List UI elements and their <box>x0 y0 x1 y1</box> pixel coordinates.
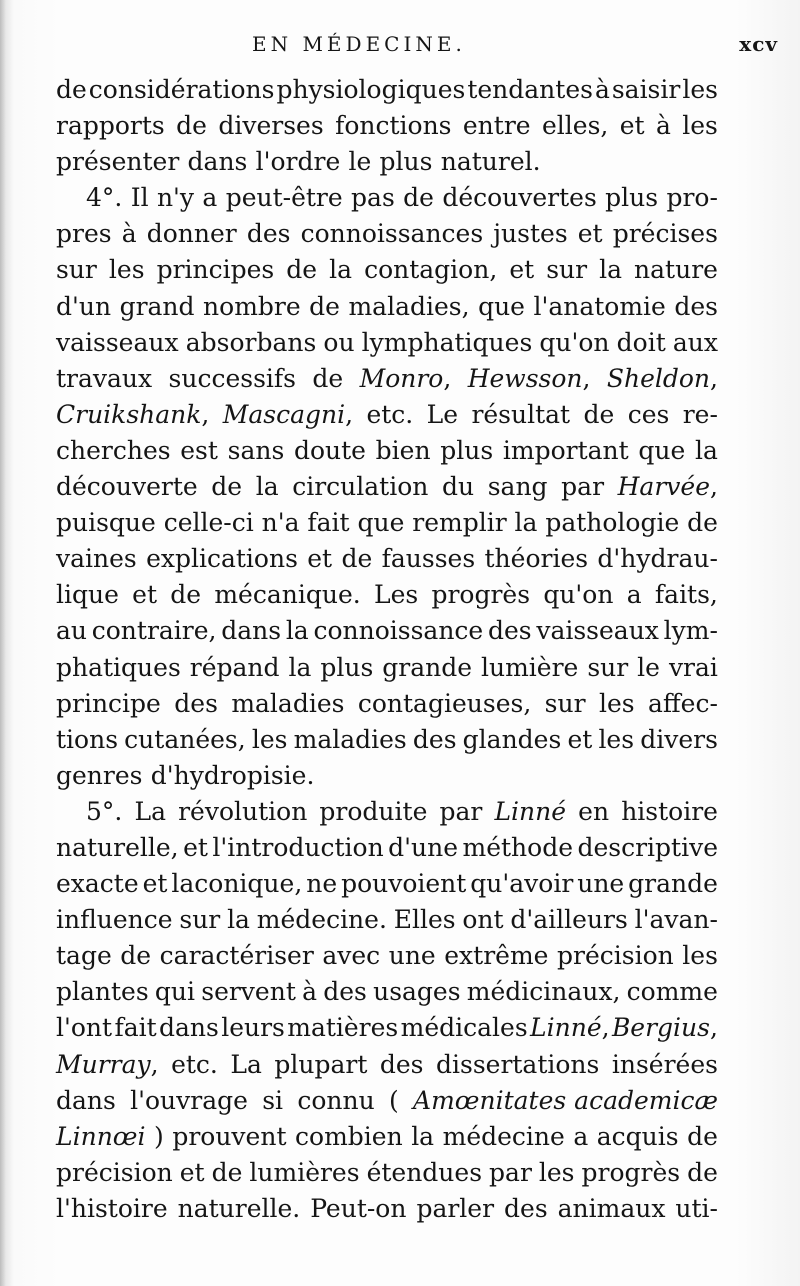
word: diverses <box>218 111 324 141</box>
word: médicales <box>400 1013 528 1043</box>
word: maladies <box>293 724 407 754</box>
word: théories <box>484 544 589 574</box>
word: pouvoient <box>341 869 467 899</box>
text-line <box>56 216 718 252</box>
word: principes <box>156 255 275 285</box>
word: au <box>56 616 88 646</box>
word: genres <box>56 760 143 790</box>
text-line <box>56 650 718 686</box>
word: est <box>180 435 218 465</box>
word: La <box>134 796 166 826</box>
word: peut-être <box>225 183 343 213</box>
text-line <box>56 1191 718 1227</box>
word: absorbans <box>185 327 317 357</box>
word: remplir <box>412 508 507 538</box>
word: donner <box>146 219 237 249</box>
word: lymphatiques <box>361 327 533 357</box>
word: puisque <box>56 508 156 538</box>
word: l'anatomie <box>533 291 666 321</box>
word: La <box>230 1049 262 1079</box>
word: si <box>262 1085 284 1115</box>
word: que <box>357 508 405 538</box>
word: l'histoire <box>56 1193 168 1223</box>
word: connu <box>297 1085 375 1115</box>
word: les <box>682 111 718 141</box>
word: a <box>202 183 218 213</box>
word: physiologiques <box>276 75 466 104</box>
word: avec <box>322 941 381 971</box>
word: plus <box>605 183 659 213</box>
word: doute <box>293 435 366 465</box>
word: aux <box>672 327 718 357</box>
word: celle-ci <box>163 508 254 538</box>
word: ou <box>323 327 355 357</box>
word: connoissance <box>313 616 484 646</box>
word: découverte <box>56 472 198 502</box>
word: le <box>348 147 372 177</box>
word: affec- <box>648 688 718 718</box>
text-line <box>56 1010 718 1046</box>
word: de <box>309 291 340 321</box>
text-line <box>56 144 718 180</box>
word: maladies <box>231 688 345 718</box>
word: sur <box>587 652 629 682</box>
text-line <box>56 289 718 325</box>
page-number: xcv <box>739 32 778 56</box>
word: dans <box>56 1085 116 1115</box>
word: plus <box>440 435 494 465</box>
word: par <box>489 1157 532 1187</box>
word: les <box>682 75 718 104</box>
word: vaisseaux <box>536 616 659 646</box>
text-line <box>56 72 718 108</box>
word: Le <box>426 399 459 429</box>
word: exacte <box>56 869 139 899</box>
word: d'hydrau- <box>597 544 718 574</box>
word: de <box>583 399 615 429</box>
word: les <box>598 724 635 754</box>
word: naturel. <box>440 147 541 177</box>
text-line <box>56 433 718 469</box>
word: la <box>694 435 718 465</box>
word: plus <box>320 652 374 682</box>
word: de <box>211 1157 243 1187</box>
word: dans <box>221 616 282 646</box>
text-line <box>56 108 718 144</box>
word: dans <box>159 1013 219 1043</box>
word: contraire, <box>91 616 217 646</box>
word: travaux <box>56 363 153 393</box>
text-line <box>56 938 718 974</box>
word: sang <box>487 472 548 502</box>
text-line <box>56 505 718 541</box>
word: des <box>412 724 457 754</box>
word: mécanique. <box>214 580 361 610</box>
word: matières <box>287 1013 399 1043</box>
word: de <box>687 1157 718 1187</box>
word: contagieuses, <box>357 688 532 718</box>
word: Murray, <box>56 1049 159 1079</box>
word: la <box>285 616 309 646</box>
word: à <box>594 75 610 104</box>
word: médicinaux, <box>466 977 621 1007</box>
word: le <box>637 652 660 682</box>
word: Les <box>373 580 419 610</box>
word: circulation <box>292 472 429 502</box>
word: contagion, <box>364 255 498 285</box>
word: par <box>439 796 483 826</box>
text-line <box>56 325 718 361</box>
word: comme <box>626 977 718 1007</box>
word: d'un <box>56 291 112 321</box>
word: doit <box>616 327 666 357</box>
word: et <box>509 255 535 285</box>
word: Linnœi <box>56 1121 146 1151</box>
word: lym- <box>663 616 718 646</box>
word: prouvent <box>172 1121 287 1151</box>
word: les <box>598 688 635 718</box>
word: découvertes <box>442 183 597 213</box>
word: cutanées, <box>124 724 246 754</box>
word: et <box>142 869 168 899</box>
word: d'hydropisie. <box>150 760 315 790</box>
word: important <box>502 435 629 465</box>
word: dissertations <box>435 1049 600 1079</box>
word: qu'avoir <box>470 869 574 899</box>
body-text <box>56 72 718 1227</box>
word: que <box>638 435 686 465</box>
word: à <box>302 977 318 1007</box>
word: fait <box>114 1013 157 1043</box>
word: des <box>246 219 291 249</box>
word: répand <box>189 652 280 682</box>
word: la <box>288 652 312 682</box>
word: de <box>211 472 243 502</box>
word: l'introduction <box>212 832 384 862</box>
text-line <box>56 758 718 794</box>
word: leurs <box>221 1013 285 1043</box>
word: principe <box>56 688 161 718</box>
word: considérations <box>88 75 275 104</box>
word: étendues <box>366 1157 483 1187</box>
word: ont <box>462 905 504 935</box>
word: ces <box>627 399 670 429</box>
word: progrès <box>581 1157 681 1187</box>
word: en <box>578 796 610 826</box>
text-line <box>56 361 718 397</box>
word: acquis <box>596 1121 679 1151</box>
word: pathologie <box>545 508 680 538</box>
word: les <box>682 941 718 971</box>
word: l'ont <box>56 1013 113 1043</box>
word: lumière <box>481 652 579 682</box>
text-line <box>56 1047 718 1083</box>
text-line <box>56 541 718 577</box>
word: rapports <box>56 111 165 141</box>
text-line <box>56 866 718 902</box>
word: n'a <box>261 508 300 538</box>
word: plantes <box>56 977 149 1007</box>
word: maladies, <box>348 291 470 321</box>
word: Linné, <box>530 1013 610 1043</box>
word: fait <box>307 508 350 538</box>
word: et <box>307 544 333 574</box>
word: la <box>599 255 623 285</box>
text-line <box>56 902 718 938</box>
word: précises <box>612 219 718 249</box>
word: de <box>341 544 373 574</box>
word: justes <box>493 219 568 249</box>
word: usages <box>373 977 461 1007</box>
word: l'ouvrage <box>130 1085 248 1115</box>
word: une <box>388 941 436 971</box>
word: tendantes <box>467 75 593 104</box>
word: des <box>323 977 367 1007</box>
word: naturelle. <box>177 1193 301 1223</box>
word: nombre <box>203 291 301 321</box>
word: plus <box>379 147 433 177</box>
word: dans <box>187 147 248 177</box>
word: bien <box>375 435 431 465</box>
word: sur <box>544 688 586 718</box>
text-line <box>56 252 718 288</box>
word: et <box>577 219 603 249</box>
word: la <box>514 508 538 538</box>
word: l'ordre <box>255 147 341 177</box>
word: médecine <box>442 1121 565 1151</box>
word: vaisseaux <box>56 327 179 357</box>
word: elles, <box>541 111 609 141</box>
word: qu'on <box>543 580 614 610</box>
word: phatiques <box>56 652 181 682</box>
word: grand <box>119 291 195 321</box>
text-line <box>56 1083 718 1119</box>
word: médecine. <box>256 905 387 935</box>
word: de <box>687 508 718 538</box>
text-line <box>56 722 718 758</box>
word: n'y <box>156 183 195 213</box>
word: et <box>619 111 645 141</box>
word: une <box>577 869 625 899</box>
word: qu'on <box>539 327 610 357</box>
word: Il <box>130 183 149 213</box>
word: l'avan- <box>634 905 718 935</box>
word: Elles <box>393 905 456 935</box>
word: révolution <box>178 796 308 826</box>
word: vaines <box>56 544 137 574</box>
word: 5°. <box>86 796 123 826</box>
word: d'une <box>388 832 459 862</box>
word: Mascagni, <box>222 399 354 429</box>
word: la <box>411 1121 435 1151</box>
word: Bergius, <box>611 1013 718 1043</box>
word: Cruikshank, <box>56 399 210 429</box>
word: sans <box>227 435 285 465</box>
word: insérées <box>611 1049 718 1079</box>
word: sur <box>546 255 588 285</box>
word: les <box>251 724 288 754</box>
word: cherches <box>56 435 171 465</box>
word: des <box>487 616 532 646</box>
word: connoissances <box>300 219 484 249</box>
word: grande <box>382 652 473 682</box>
word: la <box>329 255 353 285</box>
word: extrême <box>444 941 549 971</box>
text-line <box>56 577 718 613</box>
word: des <box>174 688 218 718</box>
word: saisir <box>611 75 681 104</box>
text-line <box>56 180 718 216</box>
word: uti- <box>675 1193 718 1223</box>
text-line <box>56 794 718 830</box>
word: pro- <box>666 183 718 213</box>
text-line <box>56 397 718 433</box>
word: Hewsson, <box>467 363 591 393</box>
word: Linné <box>494 796 567 826</box>
word: parler <box>416 1193 495 1223</box>
word: de <box>56 75 87 104</box>
text-line <box>56 974 718 1010</box>
text-line <box>56 613 718 649</box>
word: de <box>120 941 152 971</box>
word: et <box>179 1157 205 1187</box>
text-line <box>56 469 718 505</box>
text-line <box>56 1155 718 1191</box>
word: laconique, <box>171 869 303 899</box>
word: la <box>227 905 250 935</box>
word: des <box>504 1193 548 1223</box>
word: et <box>183 832 208 862</box>
word: etc. <box>366 399 414 429</box>
word: par <box>561 472 605 502</box>
word: a <box>626 580 642 610</box>
word: précision <box>56 1157 173 1187</box>
word: tions <box>56 724 119 754</box>
word: combien <box>295 1121 403 1151</box>
word: successifs <box>168 363 296 393</box>
word: vrai <box>668 652 718 682</box>
word: ) <box>154 1121 164 1151</box>
word: pas <box>351 183 395 213</box>
word: fausses <box>381 544 476 574</box>
word: sur <box>56 255 97 285</box>
word: de <box>312 363 344 393</box>
word: méthode <box>462 832 573 862</box>
word: grande <box>628 869 718 899</box>
word: re- <box>682 399 718 429</box>
word: de <box>403 183 434 213</box>
page-header <box>0 32 800 62</box>
word: qui <box>154 977 196 1007</box>
word: 4°. <box>86 183 123 213</box>
word: et <box>132 580 157 610</box>
word: présenter <box>56 147 180 177</box>
text-line <box>56 830 718 866</box>
word: Amœnitates academicæ <box>413 1085 718 1115</box>
word: a <box>573 1121 589 1151</box>
word: les <box>108 255 145 285</box>
word: de <box>687 1121 718 1151</box>
word: nature <box>634 255 718 285</box>
word: des <box>379 1049 424 1079</box>
word: histoire <box>621 796 718 826</box>
word: tage <box>56 941 112 971</box>
word: de <box>176 111 207 141</box>
word: plupart <box>274 1049 368 1079</box>
word: faits, <box>654 580 718 610</box>
word: servent <box>201 977 296 1007</box>
word: la <box>255 472 279 502</box>
word: ne <box>306 869 338 899</box>
word: animaux <box>557 1193 666 1223</box>
word: Monro, <box>359 363 452 393</box>
word: ( <box>388 1085 399 1115</box>
word: entre <box>462 111 531 141</box>
word: naturelle, <box>56 832 179 862</box>
word: fonctions <box>335 111 452 141</box>
word: divers <box>640 724 718 754</box>
text-line <box>56 686 718 722</box>
word: d'ailleurs <box>510 905 628 935</box>
word: Harvée, <box>617 472 718 502</box>
word: de <box>286 255 318 285</box>
word: sur <box>179 905 221 935</box>
word: des <box>674 291 718 321</box>
word: Peut-on <box>310 1193 407 1223</box>
word: explications <box>146 544 298 574</box>
word: précision <box>557 941 674 971</box>
word: du <box>441 472 475 502</box>
word: lumières <box>249 1157 360 1187</box>
word: de <box>170 580 202 610</box>
word: et <box>567 724 593 754</box>
word: glandes <box>462 724 562 754</box>
word: descriptive <box>577 832 718 862</box>
word: etc. <box>171 1049 218 1079</box>
word: à <box>655 111 671 141</box>
word: caractériser <box>159 941 314 971</box>
word: résultat <box>471 399 571 429</box>
word: que <box>478 291 525 321</box>
word: les <box>538 1157 575 1187</box>
word: influence <box>56 905 173 935</box>
word: à <box>121 219 137 249</box>
running-head: EN MÉDECINE. <box>252 32 466 56</box>
word: lique <box>56 580 119 610</box>
word: produite <box>319 796 428 826</box>
word: progrès <box>431 580 531 610</box>
word: Sheldon, <box>606 363 718 393</box>
text-line <box>56 1119 718 1155</box>
word: pres <box>56 219 112 249</box>
